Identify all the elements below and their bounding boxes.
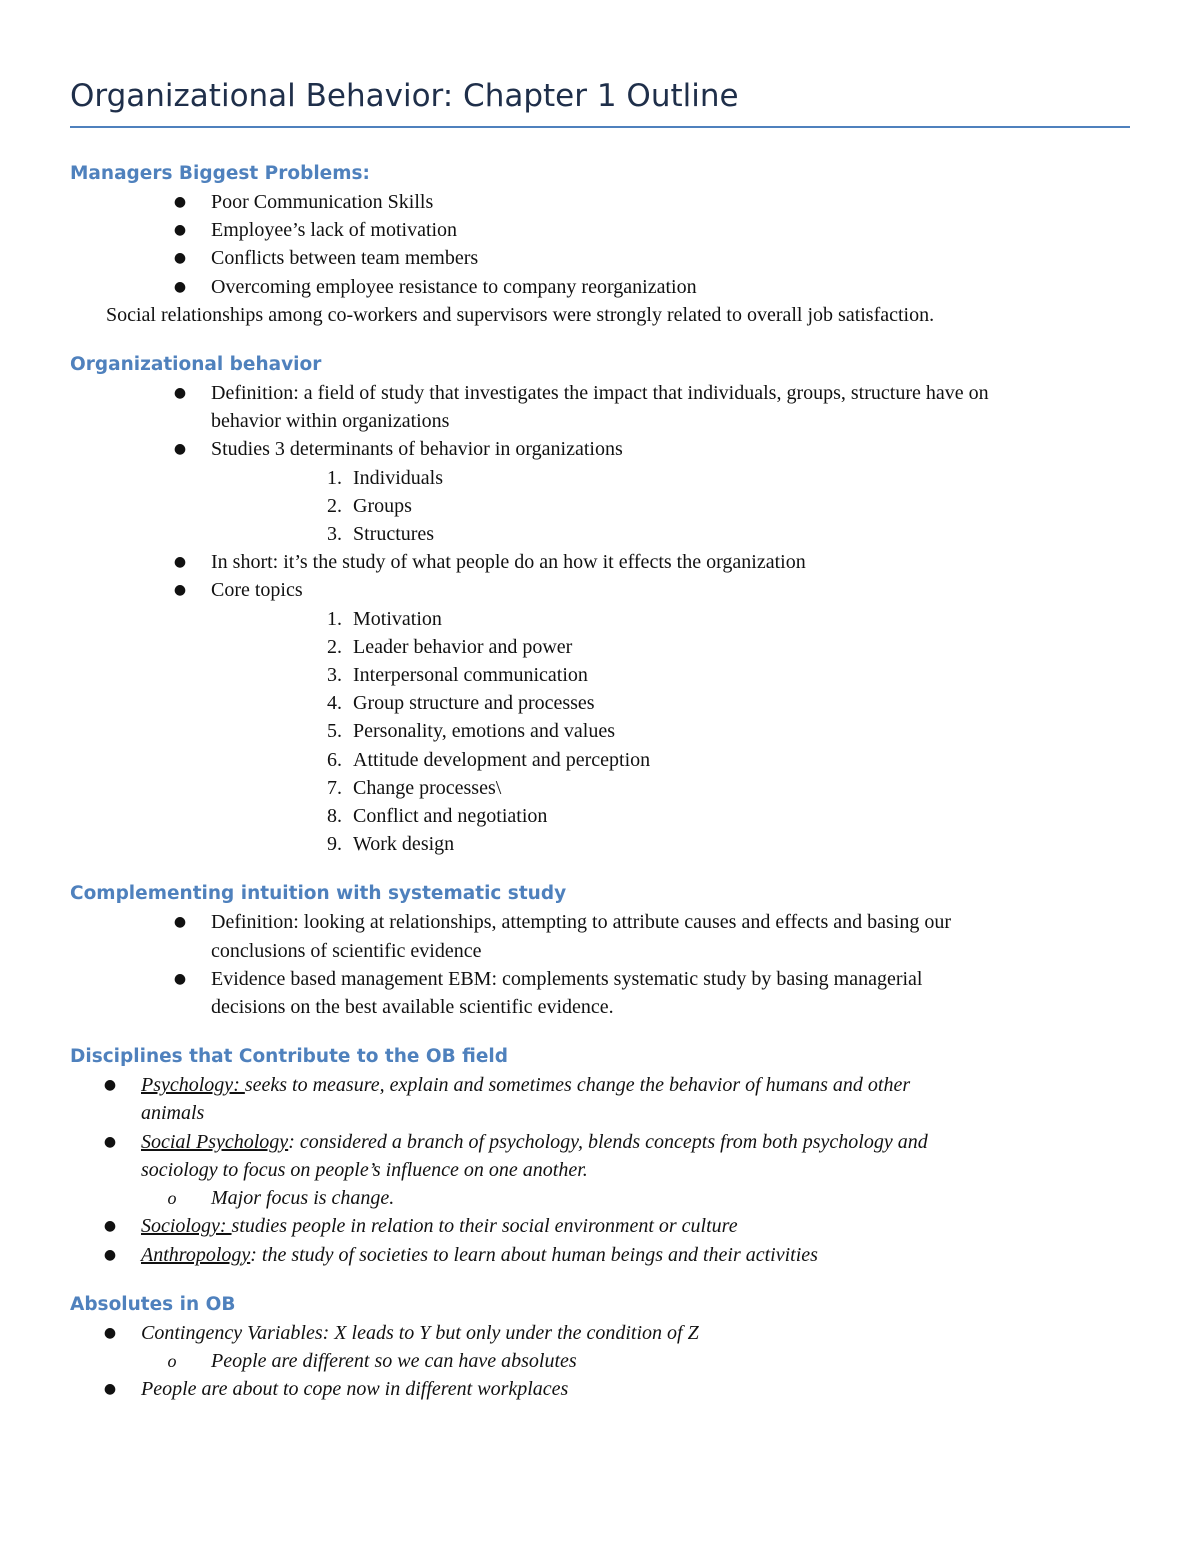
section-managers-problems xyxy=(0,160,1200,329)
bullet-icon: ● xyxy=(173,582,187,599)
list-item: ● Conflicts between team members xyxy=(0,244,1200,272)
sub-list-item: o Major focus is change. xyxy=(0,1184,1200,1212)
list-item: ● Anthropology: the study of societies to learn about human beings and their activities xyxy=(0,1241,1200,1269)
bullet-icon: ● xyxy=(173,914,187,931)
numbered-item: 5. Personality, emotions and values xyxy=(327,720,615,743)
list-item: ● Psychology: seeks to measure, explain and sometimes change the behavior of humans and other xyxy=(0,1071,1200,1099)
numbered-item: 9. Work design xyxy=(327,833,455,856)
bullet-icon: ● xyxy=(103,1246,117,1263)
document-body xyxy=(0,160,1200,1425)
bullet-icon: ● xyxy=(103,1077,117,1094)
term-psychology: Psychology: xyxy=(141,1074,245,1097)
list-item: ● Overcoming employee resistance to company reorganization xyxy=(0,273,1200,301)
section-heading: Complementing intuition with systematic study xyxy=(70,883,567,905)
circle-bullet-icon: o xyxy=(167,1350,177,1371)
bullet-icon: ● xyxy=(103,1381,117,1398)
list-item: ● Employee’s lack of motivation xyxy=(0,216,1200,244)
list-item: ● Sociology: studies people in relation to their social environment or culture xyxy=(0,1212,1200,1240)
bullet-icon: ● xyxy=(173,554,187,571)
section-heading: Disciplines that Contribute to the OB field xyxy=(70,1046,509,1068)
numbered-item: 4. Group structure and processes xyxy=(327,692,595,715)
numbered-item: 3. Structures xyxy=(327,523,435,546)
list-item: ● Definition: looking at relationships, attempting to attribute causes and effects and basing our xyxy=(0,908,1200,936)
section-organizational-behavior xyxy=(0,351,1200,858)
list-item-continuation: sociology to focus on people’s influence on one another. xyxy=(141,1158,588,1181)
bullet-icon: ● xyxy=(173,222,187,239)
numbered-item: 3. Interpersonal communication xyxy=(327,664,588,687)
section-heading: Managers Biggest Problems: xyxy=(70,163,370,184)
list-item: ● Core topics xyxy=(0,576,1200,604)
section-heading: Organizational behavior xyxy=(70,354,322,376)
bullet-icon: ● xyxy=(173,970,187,987)
numbered-item: 2. Groups xyxy=(327,494,412,517)
bullet-icon: ● xyxy=(173,278,187,295)
list-item-continuation: animals xyxy=(141,1102,205,1125)
bullet-icon: ● xyxy=(103,1218,117,1235)
term-anthropology: Anthropology xyxy=(141,1243,251,1266)
list-item-continuation: behavior within organizations xyxy=(211,410,450,433)
section-heading: Absolutes in OB xyxy=(70,1293,236,1315)
numbered-item: 1. Motivation xyxy=(327,607,442,630)
circle-bullet-icon: o xyxy=(167,1188,177,1209)
sub-list-item: o People are different so we can have absolutes xyxy=(0,1347,1200,1375)
numbered-item: 8. Conflict and negotiation xyxy=(327,805,548,828)
bullet-icon: ● xyxy=(173,194,187,210)
bullet-icon: ● xyxy=(173,250,187,267)
list-item: ● Studies 3 determinants of behavior in organizations xyxy=(0,435,1200,463)
numbered-item: 6. Attitude development and perception xyxy=(327,748,651,771)
numbered-item: 1. Individuals xyxy=(327,466,443,489)
list-item: ● People are about to cope now in different workplaces xyxy=(0,1375,1200,1403)
list-item: ● Definition: a field of study that investigates the impact that individuals, groups, structure have on xyxy=(0,379,1200,407)
bullet-icon: ● xyxy=(173,385,187,402)
section-note: Social relationships among co-workers and supervisors were strongly related to overall job satisfaction. xyxy=(106,303,935,326)
section-systematic-study xyxy=(0,880,1200,1021)
numbered-item: 2. Leader behavior and power xyxy=(327,635,573,658)
list-item: ● Social Psychology: considered a branch of psychology, blends concepts from both psychology and xyxy=(0,1128,1200,1156)
section-disciplines xyxy=(0,1043,1200,1268)
bullet-icon: ● xyxy=(173,441,187,458)
list-item-continuation: conclusions of scientific evidence xyxy=(211,939,482,962)
list-item-continuation: decisions on the best available scientific evidence. xyxy=(211,996,614,1019)
list-item: ● Evidence based management EBM: complements systematic study by basing managerial xyxy=(0,965,1200,993)
list-item: ● In short: it’s the study of what people do an how it effects the organization xyxy=(0,548,1200,576)
bullet-icon: ● xyxy=(103,1324,117,1341)
term-social-psychology: Social Psychology xyxy=(141,1130,289,1153)
term-sociology: Sociology: xyxy=(141,1215,232,1238)
numbered-item: 7. Change processes\ xyxy=(327,776,502,799)
section-absolutes xyxy=(0,1291,1200,1404)
document-title: Organizational Behavior: Chapter 1 Outline xyxy=(70,78,739,114)
list-item: ● Contingency Variables: X leads to Y but only under the condition of Z xyxy=(0,1319,1200,1347)
bullet-icon: ● xyxy=(103,1133,117,1150)
title-rule xyxy=(70,126,1130,128)
list-item: ● Poor Communication Skills xyxy=(0,188,1200,216)
